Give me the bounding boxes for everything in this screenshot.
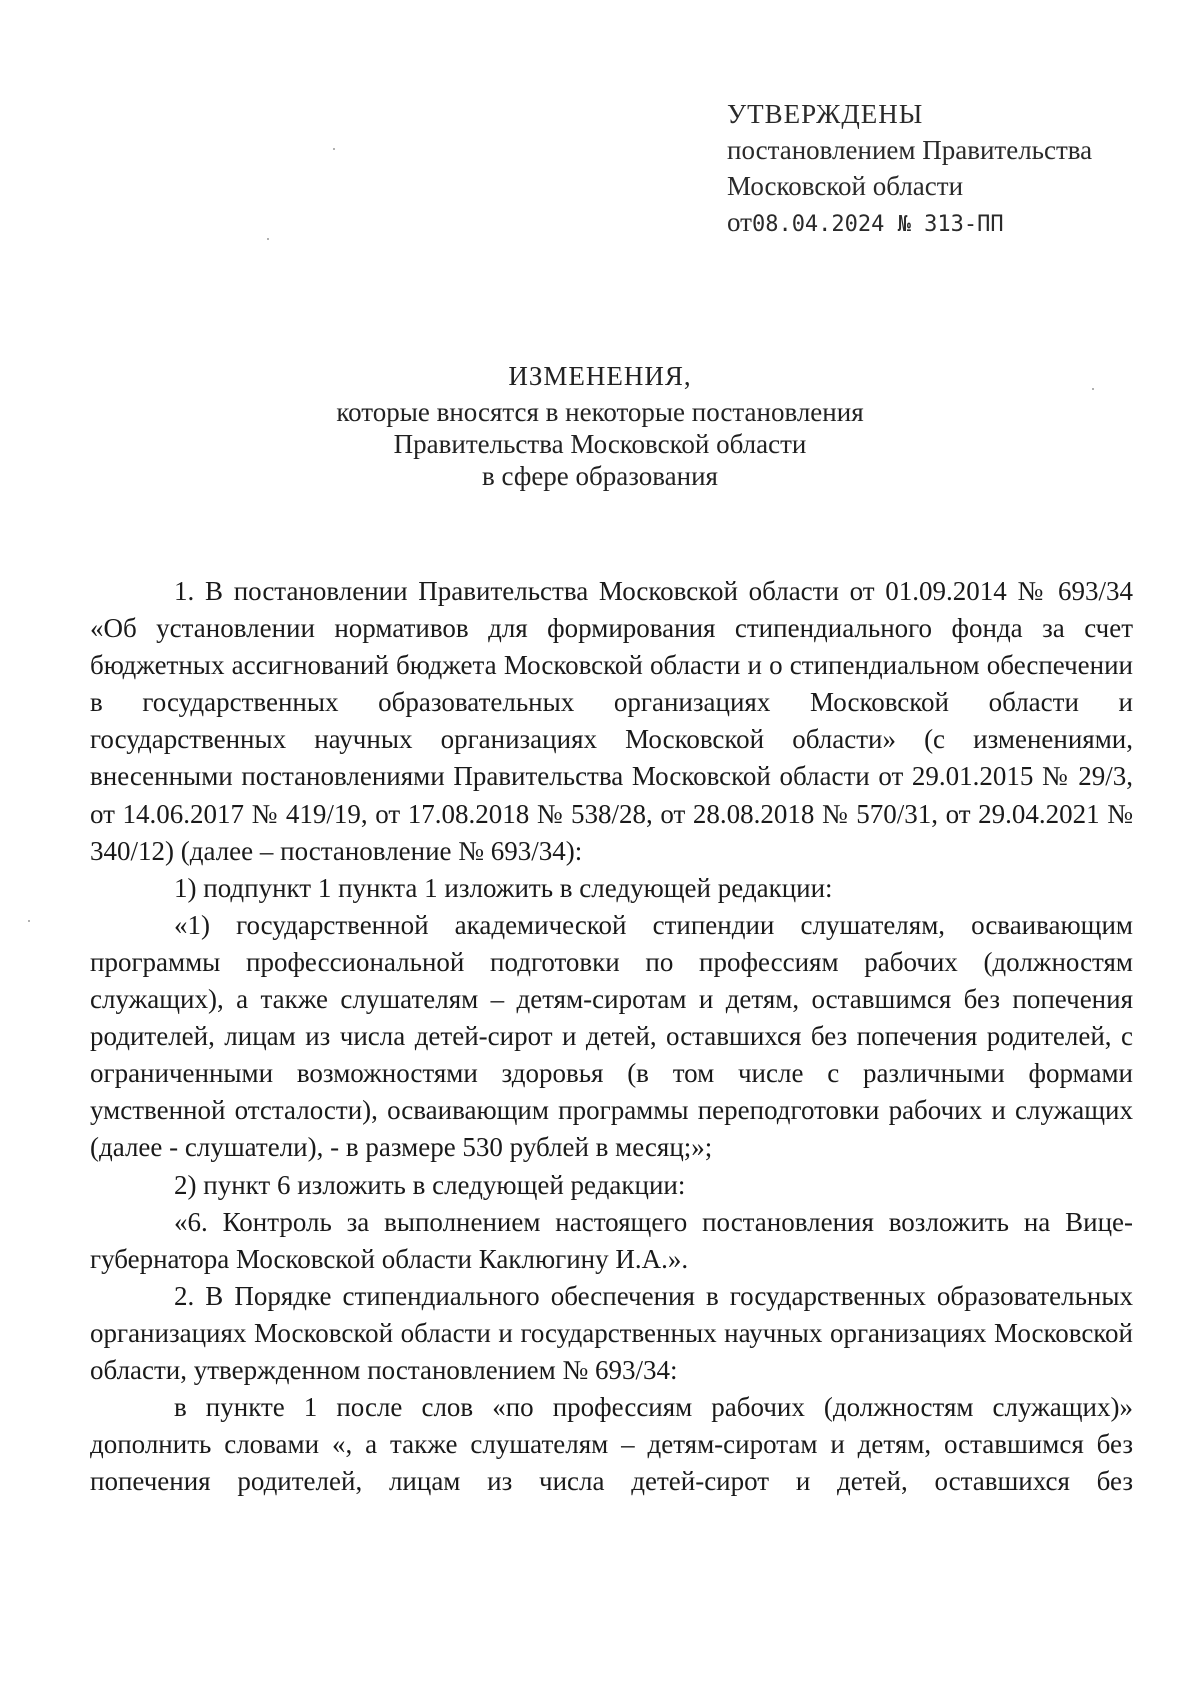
approval-date-value: 08.04.2024 № 313-ПП	[751, 212, 1004, 237]
scan-speck	[1092, 388, 1094, 390]
document-title	[200, 356, 1000, 492]
approval-line-2: Московской области	[727, 171, 964, 201]
title-line-3: Правительства Московской области	[393, 429, 807, 459]
scan-speck	[267, 238, 269, 240]
approval-date-line	[727, 204, 1167, 243]
paragraph-1: 1. В постановлении Правительства Московской области от 01.09.2014 № 693/34 «Об установлении нормативов для формирования стипендиального фонда за счет бюджетных ассигнований бюджета Московской области и о стипендиальном обеспечении в государственных образовательных организациях Московской области и государственных научных организациях Московской области» (с изменениями, внесенными постановлениями Правительства Московской области от 29.01.2015 № 29/3, от 14.06.2017 № 419/19, от 17.08.2018 № 538/28, от 28.08.2018 № 570/31, от 29.04.2021 № 340/12) (далее – постановление № 693/34):	[90, 576, 1133, 866]
approval-stamp	[727, 96, 1167, 243]
title-line-1: ИЗМЕНЕНИЯ,	[508, 361, 692, 391]
approval-date-prefix: от	[727, 207, 752, 237]
scan-speck	[28, 920, 30, 922]
paragraph-3: «1) государственной академической стипендии слушателям, осваивающим программы профессиональной подготовки по профессиям рабочих (должностям служащих), а также слушателям – детям-сиротам и детям, оставшимся без попечения родителей, лицам из числа детей-сирот и детей, оставшихся без попечения родителей, с ограниченными возможностями здоровья (в том числе с различными формами умственной отсталости), осваивающим программы переподготовки рабочих и служащих (далее - слушатели), - в размере 530 рублей в месяц;»;	[90, 909, 1133, 1163]
title-line-2: которые вносятся в некоторые постановления	[336, 397, 864, 427]
paragraph-7: в пункте 1 после слов «по профессиям рабочих (должностям служащих)» дополнить словами «, а также слушателям – детям-сиротам и детям, оставшимся без попечения родителей, лицам из числа детей-сирот и детей, оставшихся без	[90, 1392, 1133, 1497]
paragraph-6: 2. В Порядке стипендиального обеспечения в государственных образовательных организациях Московской области и государственных научных организациях Московской области, утвержденном постановлением № 693/34:	[90, 1280, 1133, 1385]
approval-heading: УТВЕРЖДЕНЫ	[727, 99, 924, 129]
title-line-4: в сфере образования	[482, 461, 718, 491]
scan-speck	[333, 148, 335, 150]
paragraph-5: «6. Контроль за выполнением настоящего постановления возложить на Вице-губернатора Московской области Каклюгину И.А.».	[90, 1206, 1133, 1274]
paragraph-4: 2) пункт 6 изложить в следующей редакции:	[174, 1169, 686, 1200]
approval-line-1: постановлением Правительства	[727, 135, 1093, 165]
document-body	[90, 573, 1133, 1500]
paragraph-2: 1) подпункт 1 пункта 1 изложить в следующей редакции:	[174, 872, 833, 903]
